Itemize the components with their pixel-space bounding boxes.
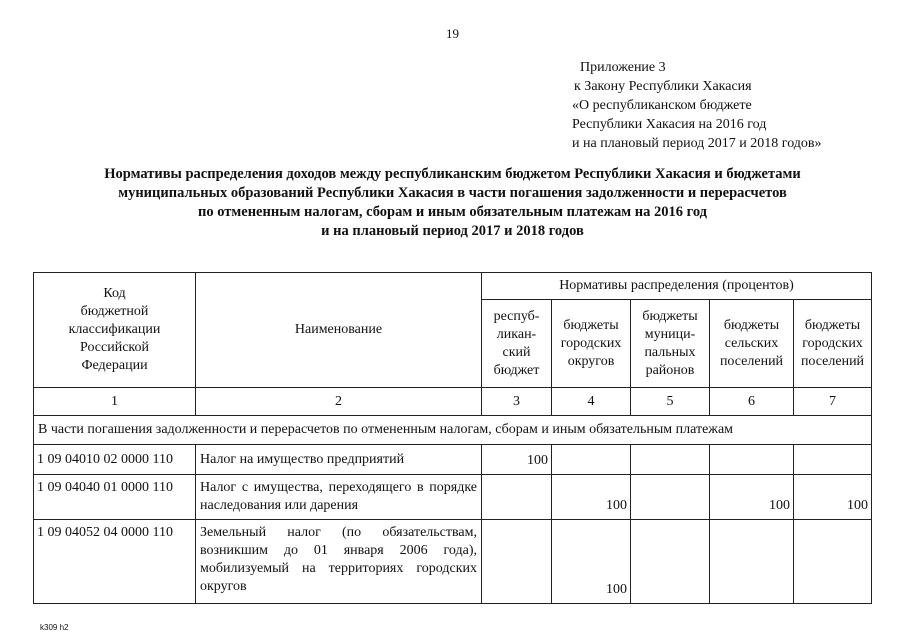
row-urban-value [794, 445, 872, 475]
table-row [34, 445, 872, 475]
appendix-line: Республики Хакасия на 2016 год [572, 117, 767, 132]
column-number: 1 [34, 388, 196, 416]
header-republic-budget: респуб- ликан- ский бюджет [482, 300, 552, 388]
appendix-line: к Закону Республики Хакасия [574, 79, 752, 94]
page-number: 19 [446, 26, 459, 41]
header-city-districts: бюджеты городских округов [552, 300, 631, 388]
column-number: 6 [710, 388, 794, 416]
header-rural-settlements: бюджеты сельских поселений [710, 300, 794, 388]
section-heading: В части погашения задолженности и перерасчетов по отмененным налогам, сборам и иным обязательным платежам [34, 416, 872, 445]
row-municipal-value [631, 445, 710, 475]
column-number: 2 [196, 388, 482, 416]
appendix-line: Приложение 3 [580, 60, 666, 75]
row-republic-value: 100 [482, 445, 552, 475]
header-code: Код бюджетной классификации Российской Федерации [34, 273, 196, 388]
footer-code: k309 h2 [40, 623, 69, 632]
header-municipal-districts: бюджеты муници- пальных районов [631, 300, 710, 388]
row-name: Налог с имущества, переходящего в порядке наследования или дарения [196, 475, 482, 520]
appendix-line: и на плановый период 2017 и 2018 годов» [572, 136, 822, 151]
table-row [34, 475, 872, 520]
row-name: Земельный налог (по обязательствам, возникшим до 01 января 2006 года), мобилизуемый на территориях городских округов [196, 520, 482, 604]
row-urban-value [794, 520, 872, 604]
row-code: 1 09 04010 02 0000 110 [34, 445, 196, 475]
row-name: Налог на имущество предприятий [196, 445, 482, 475]
column-number: 5 [631, 388, 710, 416]
row-code: 1 09 04052 04 0000 110 [34, 520, 196, 604]
column-number: 4 [552, 388, 631, 416]
column-number: 3 [482, 388, 552, 416]
document-title [0, 165, 905, 241]
row-city-value: 100 [552, 520, 631, 604]
row-city-value: 100 [552, 475, 631, 520]
appendix-block [572, 58, 822, 153]
header-urban-settlements: бюджеты городских поселений [794, 300, 872, 388]
title-line: по отмененным налогам, сборам и иным обязательным платежам на 2016 год [197, 204, 708, 220]
distribution-table [33, 272, 872, 604]
row-municipal-value [631, 475, 710, 520]
appendix-line: «О республиканском бюджете [572, 98, 752, 113]
row-urban-value: 100 [794, 475, 872, 520]
title-line: и на плановый период 2017 и 2018 годов [321, 223, 584, 239]
header-norms: Нормативы распределения (процентов) [482, 273, 872, 300]
column-number: 7 [794, 388, 872, 416]
row-republic-value [482, 475, 552, 520]
row-city-value [552, 445, 631, 475]
row-municipal-value [631, 520, 710, 604]
row-code: 1 09 04040 01 0000 110 [34, 475, 196, 520]
row-rural-value [710, 445, 794, 475]
row-rural-value [710, 520, 794, 604]
title-line: Нормативы распределения доходов между республиканским бюджетом Республики Хакасия и бюджетами [104, 166, 801, 182]
header-name: Наименование [196, 273, 482, 388]
table-row [34, 520, 872, 604]
row-rural-value: 100 [710, 475, 794, 520]
title-line: муниципальных образований Республики Хакасия в части погашения задолженности и перерасчетов [118, 185, 787, 201]
row-republic-value [482, 520, 552, 604]
